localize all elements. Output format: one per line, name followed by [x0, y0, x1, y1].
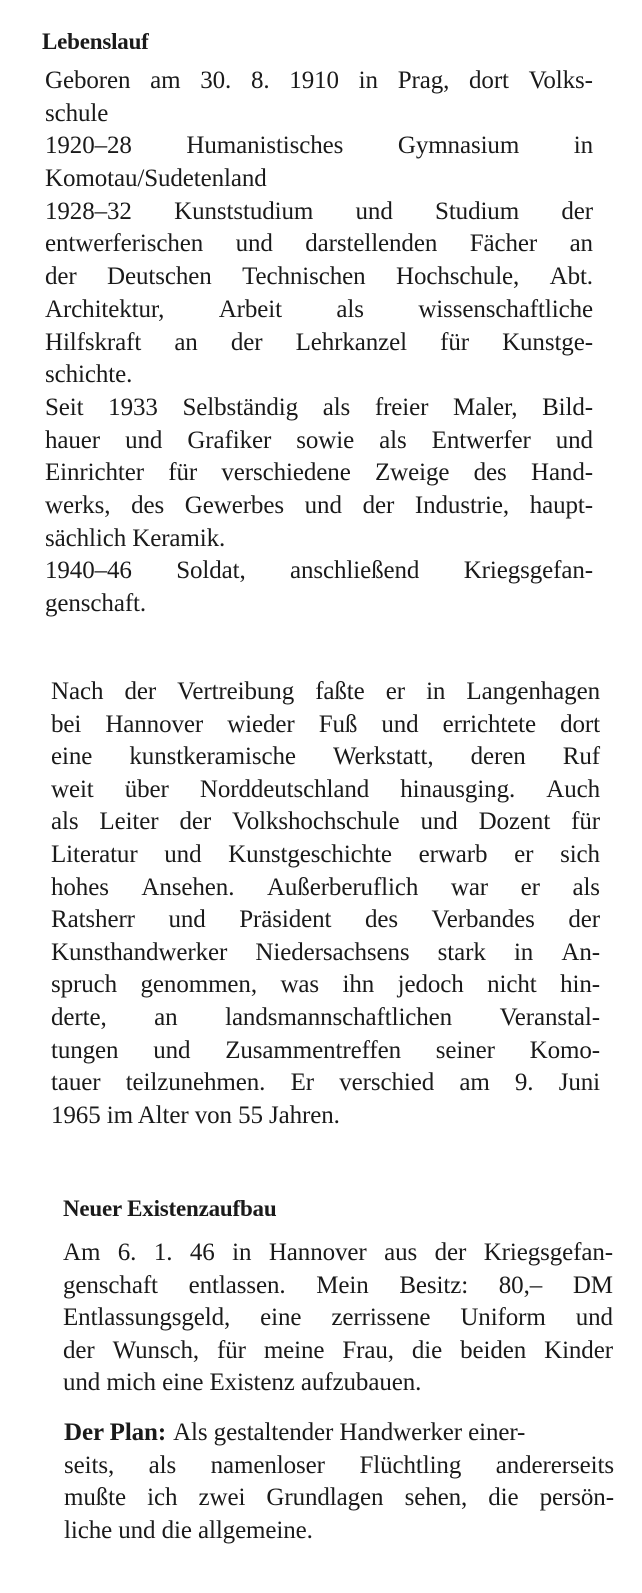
text-line: liche und die allgemeine. [64, 1516, 313, 1544]
text-line: Komotau/Sudetenland [45, 165, 267, 193]
text-line: Geboren am 30. 8. 1910 in Prag, dort Volks- [45, 67, 593, 94]
plan-lead: Der Plan: [64, 1419, 167, 1446]
text-line [64, 1417, 614, 1450]
existenzaufbau-paragraph [63, 1237, 613, 1400]
text-line: und mich eine Existenz aufzubauen. [63, 1369, 422, 1397]
text-line: Seit 1933 Selbständig als freier Maler, Bild- [45, 393, 593, 421]
text-line: schichte. [45, 361, 133, 389]
text-line: schule [45, 99, 109, 127]
text-line: mußte ich zwei Grundlagen sehen, die persön- [64, 1484, 614, 1512]
text-line: tungen und Zusammentreffen seiner Komo- [51, 1036, 600, 1064]
text-line: entwerferischen und darstellenden Fächer an [45, 230, 593, 258]
text-line: als Leiter der Volkshochschule und Dozent für [51, 808, 600, 836]
lebenslauf-paragraph [45, 65, 593, 621]
text-line: Nach der Vertreibung faßte er in Langenhagen [51, 678, 600, 705]
text-line: werks, des Gewerbes und der Industrie, haupt- [45, 491, 593, 519]
text-line: Kunsthandwerker Niedersachsens stark in An- [51, 938, 600, 966]
text-line: der Deutschen Technischen Hochschule, Abt. [45, 263, 593, 291]
heading-lebenslauf: Lebenslauf [42, 29, 149, 54]
text-line: Am 6. 1. 46 in Hannover aus der Kriegsgefan- [63, 1239, 613, 1266]
text-line: Ratsherr und Präsident des Verbandes der [51, 906, 600, 934]
text-line: Hilfskraft an der Lehrkanzel für Kunstge- [45, 328, 593, 356]
biography-paragraph [51, 676, 600, 1132]
text-line: 1920–28 Humanistisches Gymnasium in [45, 132, 593, 160]
text-line: spruch genommen, was ihn jedoch nicht hin- [51, 971, 600, 999]
text-line: sächlich Keramik. [45, 524, 226, 552]
text-line: eine kunstkeramische Werkstatt, deren Ruf [51, 743, 600, 771]
text-line: hohes Ansehen. Außerberuflich war er als [51, 873, 600, 901]
text-line: 1928–32 Kunststudium und Studium der [45, 197, 593, 225]
text-line: genschaft entlassen. Mein Besitz: 80,– DM [63, 1271, 613, 1299]
plan-first-line-text: Als gestaltender Handwerker einer- [173, 1419, 526, 1446]
text-line: Entlassungsgeld, eine zerrissene Uniform und [63, 1304, 613, 1332]
text-line: Einrichter für verschiedene Zweige des Hand- [45, 459, 593, 487]
text-line: seits, als namenloser Flüchtling andererseits [64, 1451, 614, 1479]
plan-paragraph [64, 1417, 614, 1547]
text-line: Literatur und Kunstgeschichte erwarb er sich [51, 840, 600, 868]
text-line: Architektur, Arbeit als wissenschaftliche [45, 295, 593, 323]
heading-neuer-existenzaufbau: Neuer Existenzaufbau [63, 1196, 277, 1221]
text-line: hauer und Grafiker sowie als Entwerfer und [45, 426, 593, 454]
text-line: der Wunsch, für meine Frau, die beiden Kinder [63, 1336, 613, 1364]
text-line: derte, an landsmannschaftlichen Veranstal- [51, 1003, 600, 1031]
text-line: 1940–46 Soldat, anschließend Kriegsgefan- [45, 557, 593, 585]
text-line: tauer teilzunehmen. Er verschied am 9. Juni [51, 1069, 600, 1097]
text-line: weit über Norddeutschland hinausging. Auch [51, 775, 600, 803]
text-line: 1965 im Alter von 55 Jahren. [51, 1101, 340, 1129]
text-line: genschaft. [45, 590, 147, 617]
text-line: bei Hannover wieder Fuß und errichtete dort [51, 710, 600, 738]
